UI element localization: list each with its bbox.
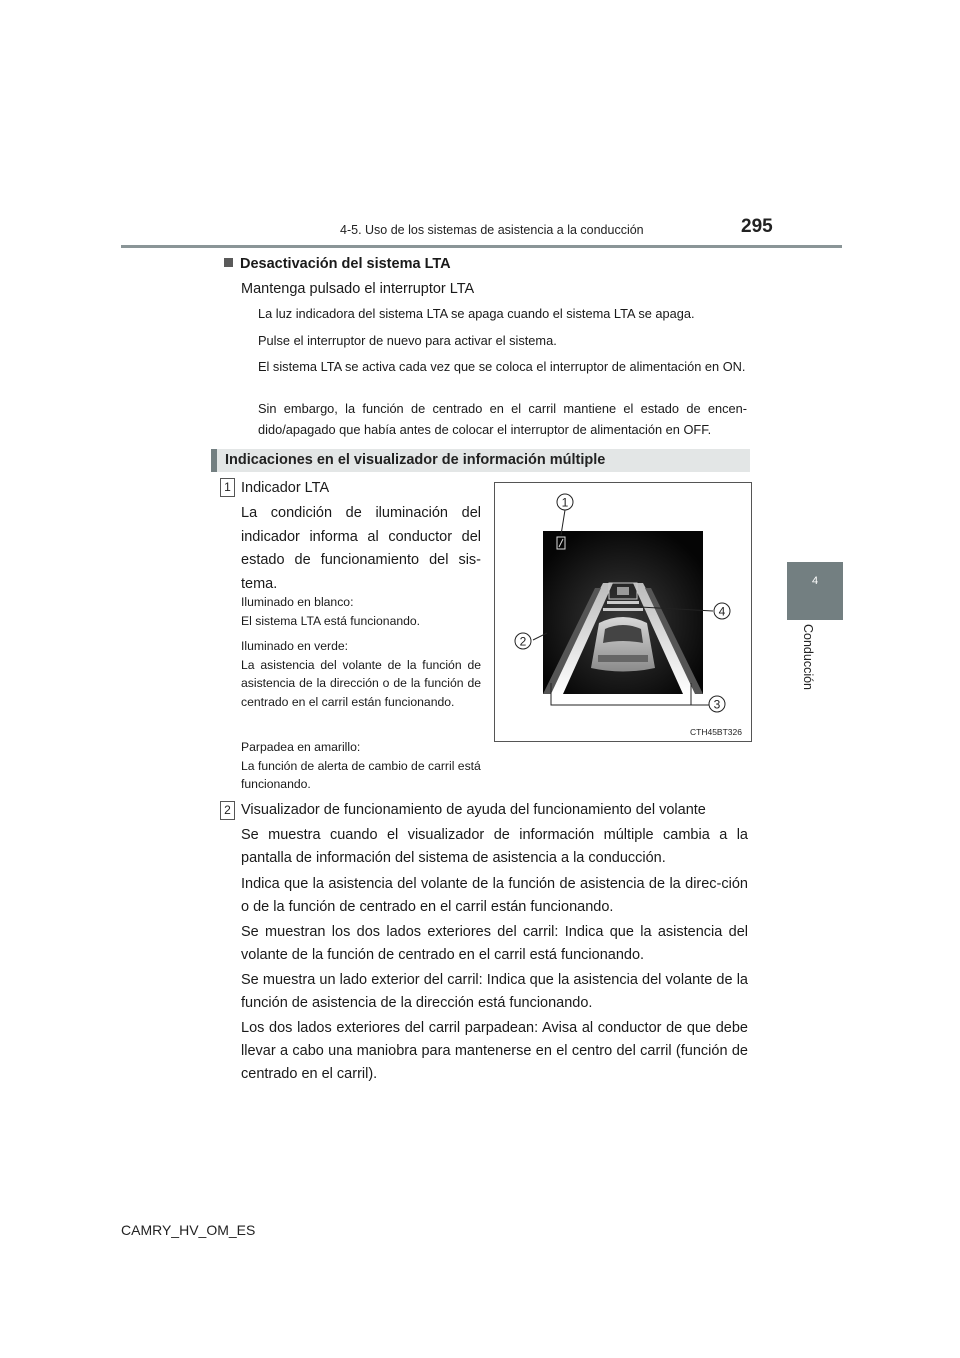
item2-paragraph-5: Los dos lados exteriores del carril parpadean: Avisa al conductor de que debe llevar a cabo una maniobra para mantenerse en el centro del carril (función de centrado en el carril).: [241, 1020, 748, 1082]
state3-label: Parpadea en amarillo:: [241, 740, 361, 754]
deactivation-note-1: La luz indicadora del sistema LTA se apaga cuando el sistema LTA se apaga.: [258, 306, 695, 321]
item2-paragraph-4: Se muestra un lado exterior del carril: Indica que la asistencia del volante de la función de asistencia de la dirección está funcionando.: [241, 972, 748, 1011]
header-rule: [121, 245, 842, 248]
deactivation-note-3: El sistema LTA se activa cada vez que se coloca el interruptor de alimentación en ON.: [258, 359, 746, 374]
svg-text:4: 4: [718, 604, 726, 619]
deactivation-note-2: Pulse el interruptor de nuevo para activar el sistema.: [258, 333, 557, 348]
chapter-label: Conducción: [801, 623, 815, 690]
state2-label: Iluminado en verde:: [241, 639, 349, 653]
deactivation-instruction: Mantenga pulsado el interruptor LTA: [241, 281, 475, 297]
display-illustration: [495, 483, 751, 741]
model-code: CAMRY_HV_OM_ES: [121, 1222, 256, 1238]
figure-code: CTH45BT326: [690, 727, 742, 737]
state3-text: La función de alerta de cambio de carril está funcionando.: [241, 758, 481, 791]
section-bar-accent: [211, 449, 217, 472]
chapter-tab: [787, 562, 843, 620]
state2-text: La asistencia del volante de la función de asistencia de la dirección o de la función de centrado en el carril están funcionando.: [241, 657, 481, 709]
lta-display-figure: [494, 482, 752, 742]
section-bar-title: Indicaciones en el visualizador de información múltiple: [225, 452, 606, 468]
item1-state1: [241, 593, 481, 630]
chapter-number: 4: [811, 575, 819, 587]
deactivation-heading: [224, 253, 451, 275]
state1-label: Iluminado en blanco:: [241, 595, 354, 609]
svg-text:2: 2: [519, 634, 527, 649]
item-number-badge-1: 1: [220, 478, 235, 497]
deactivation-heading-text: Desactivación del sistema LTA: [240, 256, 451, 272]
deactivation-note-4: Sin embargo, la función de centrado en el carril mantiene el estado de encen-dido/apagado que había antes de colocar el interruptor de alimentación en OFF.: [258, 401, 747, 437]
page-number: 295: [741, 216, 773, 237]
state1-text: El sistema LTA está funcionando.: [241, 613, 421, 628]
item1-description: La condición de iluminación del indicador informa al conductor del estado de funcionamiento del sis-tema.: [241, 505, 481, 592]
item-number-badge-2: 2: [220, 801, 235, 820]
svg-text:1: 1: [561, 495, 569, 510]
item2-paragraph-3: Se muestran los dos lados exteriores del carril: Indica que la asistencia del volante de la función de centrado en el carril está funcionando.: [241, 924, 748, 963]
item2-paragraph-2: Indica que la asistencia del volante de la función de asistencia de la direc-ción o de la función de centrado en el carril están funcionando.: [241, 876, 748, 915]
item1-state2: [241, 637, 481, 711]
section-title: 4-5. Uso de los sistemas de asistencia a la conducción: [340, 223, 644, 237]
section-bar: [211, 449, 750, 472]
item2-title: Visualizador de funcionamiento de ayuda del funcionamiento del volante: [241, 802, 706, 818]
item1-title: Indicador LTA: [241, 480, 330, 496]
item2-paragraph-1: Se muestra cuando el visualizador de información múltiple cambia a la pantalla de información del sistema de asistencia a la conducción.: [241, 827, 748, 866]
item1-state3: [241, 738, 481, 794]
square-bullet-icon: [224, 258, 233, 267]
svg-text:3: 3: [713, 697, 721, 712]
